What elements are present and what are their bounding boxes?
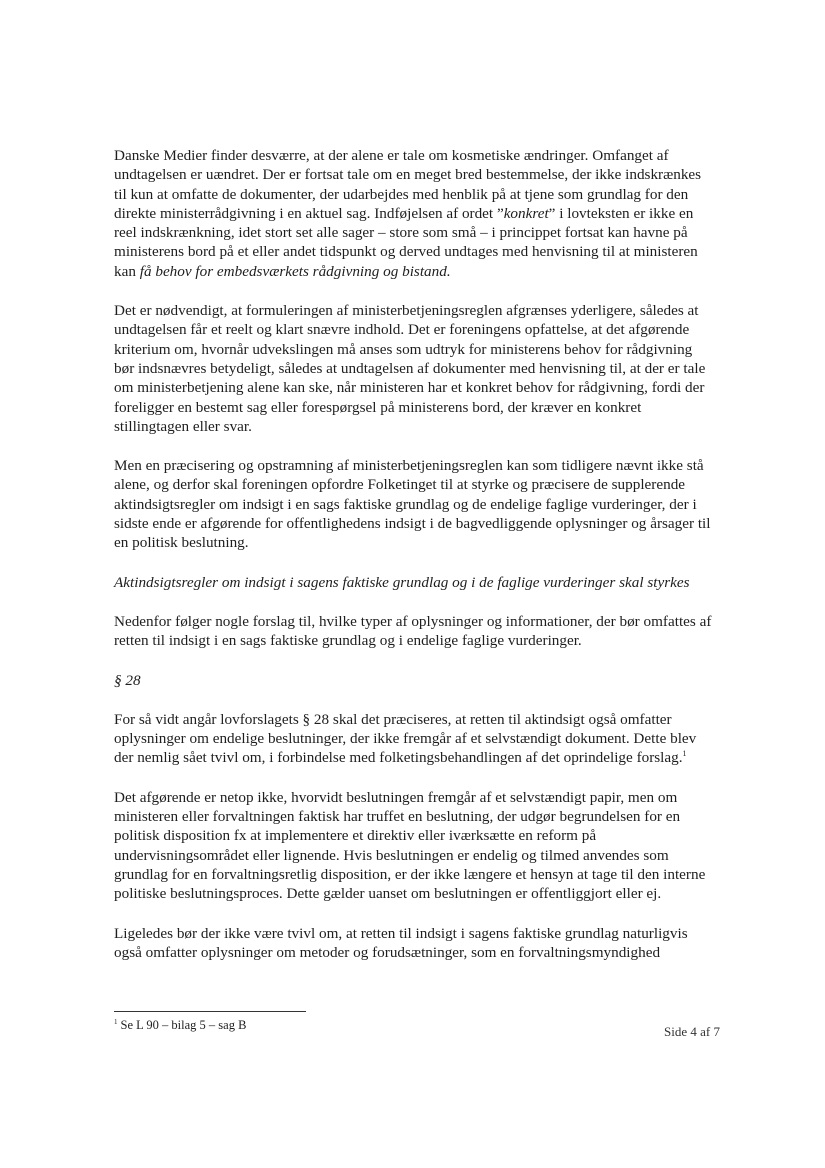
body-text <box>114 146 712 981</box>
footnote <box>114 1017 246 1033</box>
footnote-reference[interactable]: 1 <box>682 749 687 759</box>
paragraph-2: Det er nødvendigt, at formuleringen af ministerbetjeningsreglen afgrænses yderligere, således at undtagelsen får et reelt og klart snævre indhold. Det er foreningens opfattelse, at det afgørende kriterium om, hvornår udvekslingen må anses som udtryk for ministerens behov for rådgivning bør indsnævres betydeligt, således at undtagelsen af dokumenter med henvisning til, at der er tale om ministerbetjening alene kan ske, når ministeren har et konkret behov for rådgivning, fordi der foreligger en bestemt sag eller forespørgsel på ministerens bord, der kræver en konkret stillingtagen eller svar. <box>114 302 706 435</box>
paragraph-1-emphasis-konkret: konkret <box>503 204 549 222</box>
page-number: Side 4 af 7 <box>664 1024 720 1039</box>
paragraph-6: Det afgørende er netop ikke, hvorvidt beslutningen fremgår af et selvstændigt papir, men om ministeren eller forvaltningen faktisk har truffet en beslutning, der udgør begrundelsen for en politisk disposition fx at implementere et direktiv eller iværksætte en reform på undervisningsområdet eller lignende. Hvis beslutningen er endelig og tilmed anvendes som grundlag for en forvaltningsretlig disposition, er der ikke længere et hensyn at tage til den interne politiske beslutningsproces. Dette gælder uanset om beslutningen er offentliggjort eller ej. <box>114 788 706 903</box>
paragraph-1 <box>114 146 712 281</box>
paragraph-1-text-a: Danske Medier finder desværre, at der alene er tale om kosmetiske ændringer. Omfanget af undtagelsen er uændret. Der er fortsat tale om en meget bred bestemmelse, der ikke indskrænkes til kun at omfatte de dokumenter, der udarbejdes med henblik på at tjene som grundlag for den direkte ministerrådgivning i en aktuel sag. Indføjelsen af ordet ” <box>114 147 702 222</box>
paragraph-4: Nedenfor følger nogle forslag til, hvilke typer af oplysninger og informationer, der bør omfattes af retten til indsigt i en sags faktiske grundlag og i endelige faglige vurderinger. <box>114 612 712 650</box>
paragraph-5 <box>114 710 712 768</box>
section-heading-paragraph-28: § 28 <box>114 671 141 689</box>
paragraph-3: Men en præcisering og opstramning af ministerbetjeningsreglen kan som tidligere nævnt ikke stå alene, og derfor skal foreningen opfordre Folketinget til at styrke og præcisere de supplerende aktindsigtsregler om indsigt i en sags faktiske grundlag og de endelige faglige vurderinger, der i sidste ende er afgørende for offentlighedens indsigt i de bagvedliggende oplysninger og årsager til en politisk beslutning. <box>114 457 711 552</box>
paragraph-1-text-b: ” i lovteksten er ikke en reel indskrænkning, idet stort set alle sager – store som små – i princippet fortsat kan havne på ministerens bord på et eller andet tidspunkt og derved undtages med henvisning til at ministeren kan <box>114 204 698 280</box>
section-heading-aktindsigtsregler: Aktindsigtsregler om indsigt i sagens faktiske grundlag og i de faglige vurderinger skal styrkes <box>114 573 690 591</box>
footnote-mark: 1 <box>114 1017 118 1026</box>
paragraph-1-emphasis-quote: få behov for embedsværkets rådgivning og bistand. <box>139 262 451 280</box>
footnote-divider <box>114 1011 306 1012</box>
paragraph-5-text: For så vidt angår lovforslagets § 28 skal det præciseres, at retten til aktindsigt også omfatter oplysninger om endelige beslutninger, der ikke fremgår af et selvstændigt dokument. Dette blev der nemlig sået tvivl om, i forbindelse med folketingsbehandlingen af det oprindelige forslag. <box>114 710 697 767</box>
footnote-text: Se L 90 – bilag 5 – sag B <box>120 1018 247 1032</box>
paragraph-7: Ligeledes bør der ikke være tvivl om, at retten til indsigt i sagens faktiske grundlag naturligvis også omfatter oplysninger om metoder og forudsætninger, som en forvaltningsmyndighed <box>114 924 688 961</box>
